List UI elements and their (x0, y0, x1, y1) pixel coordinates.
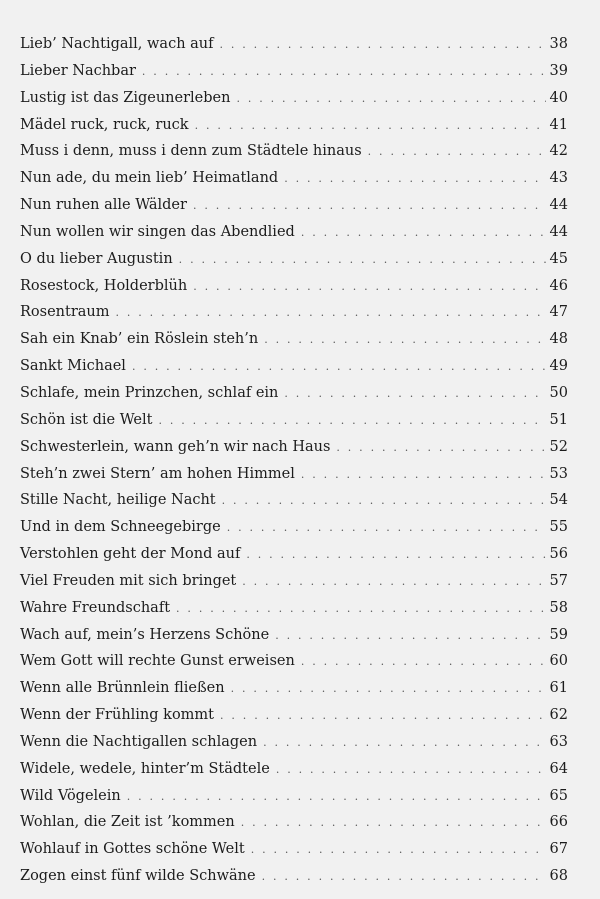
page-number: 57 (549, 572, 568, 589)
toc-entry (20, 648, 568, 675)
page-number: 62 (549, 707, 568, 724)
entry-title: Muss i denn, muss i denn zum Städtele hinaus (20, 143, 362, 160)
toc-entry (20, 58, 568, 85)
dot-leader (241, 810, 546, 837)
entry-title: Wem Gott will rechte Gunst erweisen (20, 653, 295, 670)
page-number: 47 (549, 304, 568, 321)
page-number: 50 (549, 384, 568, 401)
toc-entry (20, 85, 568, 112)
entry-title: Schön ist die Welt (20, 411, 153, 428)
entry-title: Wenn alle Brünnlein fließen (20, 680, 225, 697)
page-number: 44 (549, 223, 568, 240)
dot-leader (336, 435, 545, 462)
page-number: 42 (549, 143, 568, 160)
entry-title: Lieb’ Nachtigall, wach auf (20, 36, 214, 52)
table-of-contents (20, 31, 568, 890)
toc-entry (20, 380, 568, 407)
page-number: 64 (549, 760, 568, 777)
dot-leader (222, 488, 546, 515)
page-number: 40 (549, 89, 568, 106)
dot-leader (231, 676, 546, 703)
entry-title: Und in dem Schneegebirge (20, 519, 221, 536)
toc-entry (20, 246, 568, 273)
entry-title: Rosestock, Holderblüh (20, 277, 188, 294)
toc-entry (20, 434, 568, 461)
toc-entry (20, 836, 568, 863)
page-number: 56 (549, 546, 568, 563)
dot-leader (142, 59, 546, 86)
page-number: 61 (549, 680, 568, 697)
page-number: 66 (549, 814, 568, 831)
entry-title: Mädel ruck, ruck, ruck (20, 116, 189, 133)
entry-title: Nun ruhen alle Wälder (20, 197, 187, 214)
toc-entry (20, 809, 568, 836)
dot-leader (227, 515, 546, 542)
entry-title: Schwesterlein, wann geh’n wir nach Haus (20, 438, 331, 455)
toc-entry (20, 112, 568, 139)
dot-leader (275, 623, 545, 650)
dot-leader (246, 542, 545, 569)
page-number: 68 (549, 868, 568, 885)
entry-title: Wenn der Frühling kommt (20, 707, 215, 724)
page-number: 60 (549, 653, 568, 670)
dot-leader (301, 462, 546, 489)
dot-leader (158, 408, 545, 435)
dot-leader (193, 193, 546, 220)
dot-leader (127, 784, 546, 811)
toc-entry (20, 729, 568, 756)
page-number: 41 (549, 116, 568, 133)
page-number: 52 (549, 438, 568, 455)
page-number: 59 (549, 626, 568, 643)
toc-entry (20, 702, 568, 729)
page-number: 54 (549, 492, 568, 509)
page-number: 38 (549, 36, 568, 52)
page-number: 53 (549, 465, 568, 482)
dot-leader (301, 649, 546, 676)
page-number: 44 (549, 197, 568, 214)
entry-title: O du lieber Augustin (20, 250, 173, 267)
entry-title: Sankt Michael (20, 358, 126, 375)
entry-title: Nun ade, du mein lieb’ Heimatland (20, 170, 279, 187)
entry-title: Steh’n zwei Stern’ am hohen Himmel (20, 465, 295, 482)
entry-title: Nun wollen wir singen das Abendlied (20, 223, 295, 240)
page-number: 58 (549, 599, 568, 616)
dot-leader (116, 300, 546, 327)
entry-title: Wild Vögelein (20, 787, 121, 804)
dot-leader (284, 381, 545, 408)
page-number: 55 (549, 519, 568, 536)
page-number: 63 (549, 733, 568, 750)
page-number: 49 (549, 358, 568, 375)
dot-leader (263, 730, 545, 757)
dot-leader (251, 837, 546, 864)
toc-entry (20, 192, 568, 219)
toc-entry (20, 353, 568, 380)
entry-title: Sah ein Knab’ ein Röslein steh’n (20, 331, 259, 348)
toc-entry (20, 219, 568, 246)
toc-entry (20, 165, 568, 192)
page-number: 67 (549, 841, 568, 858)
toc-entry (20, 407, 568, 434)
entry-title: Schlafe, mein Prinzchen, schlaf ein (20, 384, 279, 401)
toc-entry (20, 541, 568, 568)
dot-leader (301, 220, 546, 247)
page-number: 65 (549, 787, 568, 804)
toc-entry (20, 461, 568, 488)
dot-leader (236, 86, 545, 113)
entry-title: Wohlan, die Zeit ist ’kommen (20, 814, 235, 831)
dot-leader (368, 139, 546, 166)
entry-title: Wohlauf in Gottes schöne Welt (20, 841, 245, 858)
toc-entry (20, 138, 568, 165)
page-number: 46 (549, 277, 568, 294)
dot-leader (284, 166, 545, 193)
dot-leader (264, 327, 545, 354)
dot-leader (195, 113, 546, 140)
entry-title: Wenn die Nachtigallen schlagen (20, 733, 258, 750)
page-number: 45 (549, 250, 568, 267)
entry-title: Verstohlen geht der Mond auf (20, 546, 241, 563)
entry-title: Wahre Freundschaft (20, 599, 171, 616)
entry-title: Lieber Nachbar (20, 62, 136, 79)
toc-entry (20, 31, 568, 58)
dot-leader (176, 596, 546, 623)
toc-entry (20, 487, 568, 514)
page-number: 39 (549, 62, 568, 79)
dot-leader (132, 354, 546, 381)
toc-entry (20, 568, 568, 595)
entry-title: Viel Freuden mit sich bringet (20, 572, 237, 589)
toc-entry (20, 273, 568, 300)
entry-title: Stille Nacht, heilige Nacht (20, 492, 216, 509)
toc-entry (20, 622, 568, 649)
dot-leader (262, 864, 546, 891)
toc-entry (20, 595, 568, 622)
toc-entry (20, 675, 568, 702)
entry-title: Wach auf, mein’s Herzens Schöne (20, 626, 270, 643)
dot-leader (193, 274, 545, 301)
dot-leader (242, 569, 545, 596)
dot-leader (276, 757, 546, 784)
page-number: 51 (549, 411, 568, 428)
page-number: 48 (549, 331, 568, 348)
page-number: 43 (549, 170, 568, 187)
dot-leader (220, 703, 546, 730)
entry-title: Zogen einst fünf wilde Schwäne (20, 868, 256, 885)
toc-entry (20, 863, 568, 890)
entry-title: Lustig ist das Zigeunerleben (20, 89, 231, 106)
toc-entry (20, 326, 568, 353)
entry-title: Rosentraum (20, 304, 110, 321)
toc-entry (20, 783, 568, 810)
toc-entry (20, 514, 568, 541)
entry-title: Widele, wedele, hinter’m Städtele (20, 760, 270, 777)
dot-leader (179, 247, 546, 274)
dot-leader (220, 32, 546, 59)
toc-entry (20, 299, 568, 326)
toc-entry (20, 756, 568, 783)
